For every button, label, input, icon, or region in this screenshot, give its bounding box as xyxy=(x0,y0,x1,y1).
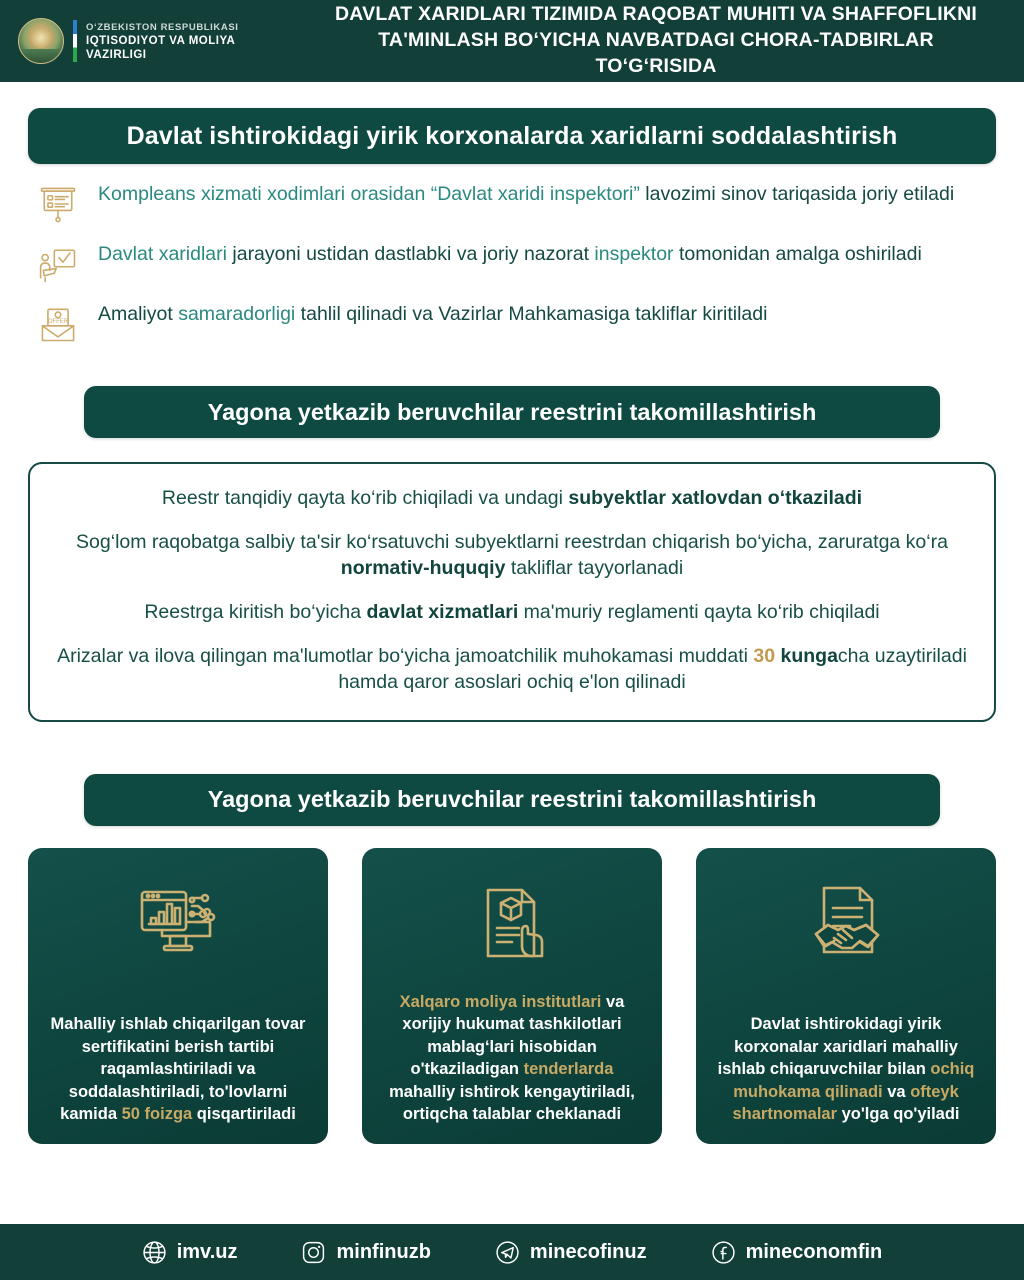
card-3-gold-2: ofteyk shartnomalar xyxy=(732,1082,959,1124)
box-paragraph xyxy=(56,486,968,512)
brand-line-vazirligi: VAZIRLIGI xyxy=(86,48,147,61)
bullet-3-part-2: samaradorligi xyxy=(178,303,296,325)
footer-link-label: mineconomfin xyxy=(745,1240,883,1263)
card-state-enterprises xyxy=(696,848,996,1144)
box-paragraph xyxy=(56,530,968,582)
page-title xyxy=(318,2,1006,79)
card-text xyxy=(42,1013,314,1125)
para-3-normal-2: ma'muriy reglamenti qayta ko‘rib chiqiladi xyxy=(518,600,880,623)
list-item-text xyxy=(98,180,954,207)
footer-link-label: minfinuzb xyxy=(336,1240,431,1263)
bullet-3-part-3: tahlil qilinadi va Vazirlar Mahkamasiga takliflar kiritiladi xyxy=(295,303,768,325)
card-text xyxy=(710,1013,982,1125)
footer-link-website[interactable] xyxy=(142,1240,238,1265)
page-content xyxy=(0,82,1024,1224)
footer-link-instagram[interactable] xyxy=(301,1240,430,1265)
card-3-text-1: Davlat ishtirokidagi yirik korxonalar xaridlari mahalliy ishlab chiqaruvchilar bilan xyxy=(717,1015,958,1079)
bullet-3-part-1: Amaliyot xyxy=(98,303,179,325)
card-1-text-2: qisqartiriladi xyxy=(192,1105,296,1124)
bullet-2-part-1: Davlat xaridlari xyxy=(98,243,227,265)
card-2-text-2: mahalliy ishtirok kengaytiriladi, ortiqcha talablar cheklanadi xyxy=(389,1082,635,1124)
list-item xyxy=(28,300,996,346)
uzbekistan-coat-of-arms-icon xyxy=(18,18,64,64)
page-footer xyxy=(0,1224,1024,1280)
page-header xyxy=(0,0,1024,82)
bullet-2-part-3: inspektor xyxy=(594,243,674,265)
section-3-banner: Yagona yetkazib beruvchilar reestrini takomillashtirish xyxy=(84,774,940,826)
flag-bars-divider xyxy=(73,20,77,62)
card-3-gold-1: ochiq muhokama qilinadi xyxy=(733,1060,975,1101)
person-checklist-icon xyxy=(36,242,80,286)
card-local-production xyxy=(28,848,328,1144)
list-item-text xyxy=(98,300,767,327)
page-title-line-1: DAVLAT XARIDLARI TIZIMIDA RAQOBAT MUHITI VA SHAFFOFLIKNI xyxy=(335,3,977,26)
ministry-brand xyxy=(18,18,318,64)
facebook-icon xyxy=(711,1240,736,1265)
footer-link-facebook[interactable] xyxy=(711,1240,883,1265)
footer-link-label: minecofinuz xyxy=(529,1240,647,1263)
instagram-icon xyxy=(301,1240,326,1265)
offer-envelope-icon xyxy=(36,302,80,346)
bullet-2-part-2: jarayoni ustidan dastlabki va joriy nazorat xyxy=(226,243,595,265)
footer-link-label: imv.uz xyxy=(176,1240,238,1263)
card-international-finance xyxy=(362,848,662,1144)
card-2-text-1: va xorijiy hukumat tashkilotlari mablag‘lari hisobidan o'tkaziladigan xyxy=(402,992,625,1079)
para-1-normal-1: Reestr tanqidiy qayta ko‘rib chiqiladi va undagi xyxy=(161,487,569,509)
bullet-1-part-1: Kompleans xizmati xodimlari orasidan “Davlat xaridi inspektori” xyxy=(98,183,640,205)
list-item-text xyxy=(98,240,922,267)
card-1-gold-1: 50 foizga xyxy=(121,1105,193,1124)
para-3-normal-1: Reestrga kiritish bo‘yicha xyxy=(144,600,367,623)
section-1-bullet-list xyxy=(28,180,996,346)
telegram-icon xyxy=(495,1240,520,1265)
svg-text:OFFER: OFFER xyxy=(47,319,69,326)
para-2-bold-1: normativ-huquqiy xyxy=(340,556,506,579)
box-paragraph xyxy=(56,644,968,696)
section-3-card-list xyxy=(28,848,996,1144)
brand-line-ministry: IQTISODIYOT VA MOLIYA xyxy=(86,34,236,47)
section-2-box xyxy=(28,462,996,722)
card-3-text-2: va xyxy=(882,1082,911,1101)
para-4-normal-1: Arizalar va ilova qilingan ma'lumotlar bo‘yicha jamoatchilik muhokamasi muddati xyxy=(57,644,754,667)
para-4-normal-2: cha uzaytiriladi hamda qaror asoslari ochiq e'lon qilinadi xyxy=(338,644,967,693)
list-item xyxy=(28,240,996,286)
box-paragraph xyxy=(56,600,968,626)
document-handshake-icon xyxy=(798,878,894,974)
globe-icon xyxy=(142,1240,167,1265)
para-3-bold-1: davlat xizmatlari xyxy=(366,600,519,623)
para-2-normal-2: takliflar tayyorlanadi xyxy=(505,556,684,579)
list-item xyxy=(28,180,996,226)
card-1-text-1: Mahalliy ishlab chiqarilgan tovar sertifikatini berish tartibi raqamlashtiriladi va soddalashtiriladi, to'lovlarni kamida xyxy=(50,1015,306,1124)
card-text xyxy=(376,991,648,1126)
para-1-bold-1: subyektlar xatlovdan o‘tkaziladi xyxy=(568,487,863,509)
section-2-banner: Yagona yetkazib beruvchilar reestrini takomillashtirish xyxy=(84,386,940,438)
card-2-gold-2: tenderlarda xyxy=(523,1060,614,1079)
presentation-board-icon xyxy=(36,182,80,226)
page-title-line-2: TA'MINLASH BO‘YICHA NAVBATDAGI CHORA-TADBIRLAR TO‘G‘RISIDA xyxy=(378,29,934,77)
card-2-gold-1: Xalqaro moliya institutlari xyxy=(399,992,602,1011)
monitor-bar-chart-circuit-icon xyxy=(130,878,226,974)
document-box-hand-icon xyxy=(464,878,560,974)
ministry-brand-text xyxy=(86,22,239,61)
para-4-bold-1: kunga xyxy=(775,644,838,667)
para-4-gold-number: 30 xyxy=(753,644,776,667)
bullet-2-part-4: tomonidan amalga oshiriladi xyxy=(673,243,922,265)
bullet-1-part-2: lavozimi sinov tariqasida joriy etiladi xyxy=(639,183,955,205)
section-1-banner: Davlat ishtirokidagi yirik korxonalarda xaridlarni soddalashtirish xyxy=(28,108,996,164)
footer-link-telegram[interactable] xyxy=(495,1240,647,1265)
card-3-text-3: yo'lga qo'yiladi xyxy=(837,1105,960,1124)
para-2-normal-1: Sog‘lom raqobatga salbiy ta'sir ko‘rsatuvchi subyektlarni reestrdan chiqarish bo‘yicha, zaruratga ko‘ra xyxy=(76,530,948,553)
brand-line-republic: O‘ZBEKISTON RESPUBLIKASI xyxy=(86,21,239,33)
